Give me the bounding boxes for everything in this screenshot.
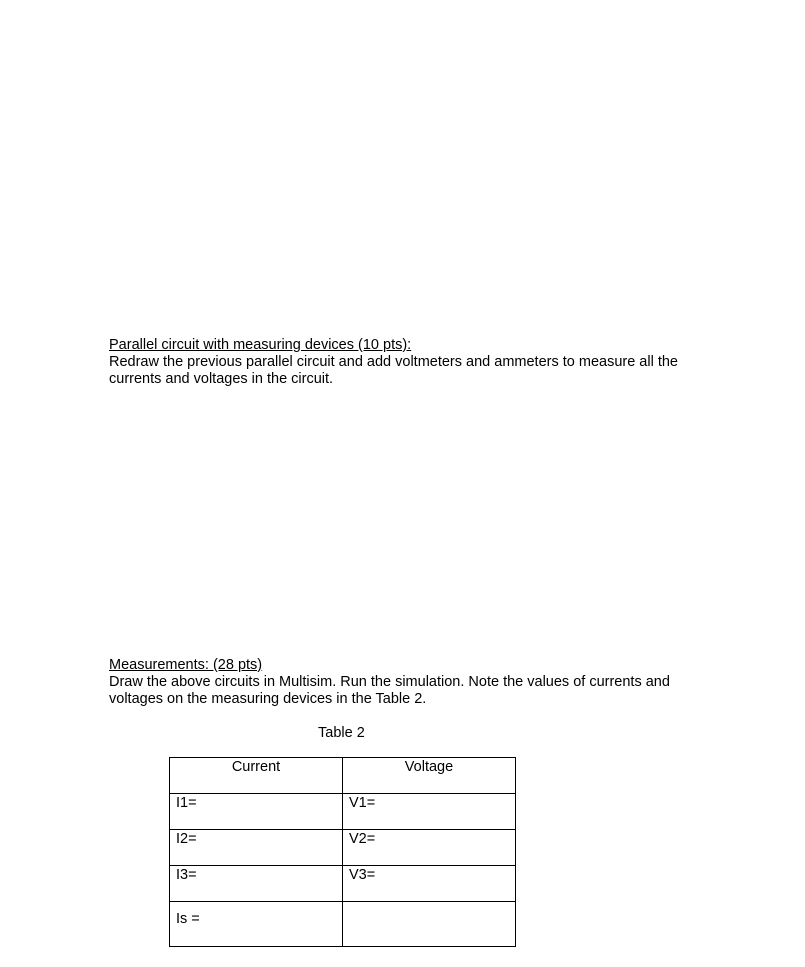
- section-heading: Parallel circuit with measuring devices (10 pts):: [109, 337, 412, 353]
- column-header-current: Current: [170, 758, 343, 794]
- table-caption: Table 2: [318, 725, 365, 741]
- voltage-cell: V2=: [343, 830, 516, 866]
- current-cell: Is =: [170, 902, 343, 947]
- parallel-circuit-section: [109, 337, 709, 388]
- current-cell: I2=: [170, 830, 343, 866]
- current-cell: I1=: [170, 794, 343, 830]
- measurements-section: [109, 657, 709, 708]
- instruction-line: Redraw the previous parallel circuit and add voltmeters and ammeters to measure all the: [109, 354, 678, 370]
- voltage-cell: V3=: [343, 866, 516, 902]
- table-row: [170, 902, 516, 947]
- instruction-line: Draw the above circuits in Multisim. Run the simulation. Note the values of currents and: [109, 674, 670, 690]
- section-heading: Measurements: (28 pts): [109, 657, 263, 673]
- voltage-cell: [343, 902, 516, 947]
- table-row: [170, 794, 516, 830]
- instruction-line: voltages on the measuring devices in the Table 2.: [109, 691, 427, 707]
- measurements-table: [169, 757, 516, 947]
- table-row: [170, 866, 516, 902]
- voltage-cell: V1=: [343, 794, 516, 830]
- table-header-row: [170, 758, 516, 794]
- instruction-line: currents and voltages in the circuit.: [109, 371, 334, 387]
- table-row: [170, 830, 516, 866]
- current-cell: I3=: [170, 866, 343, 902]
- column-header-voltage: Voltage: [343, 758, 516, 794]
